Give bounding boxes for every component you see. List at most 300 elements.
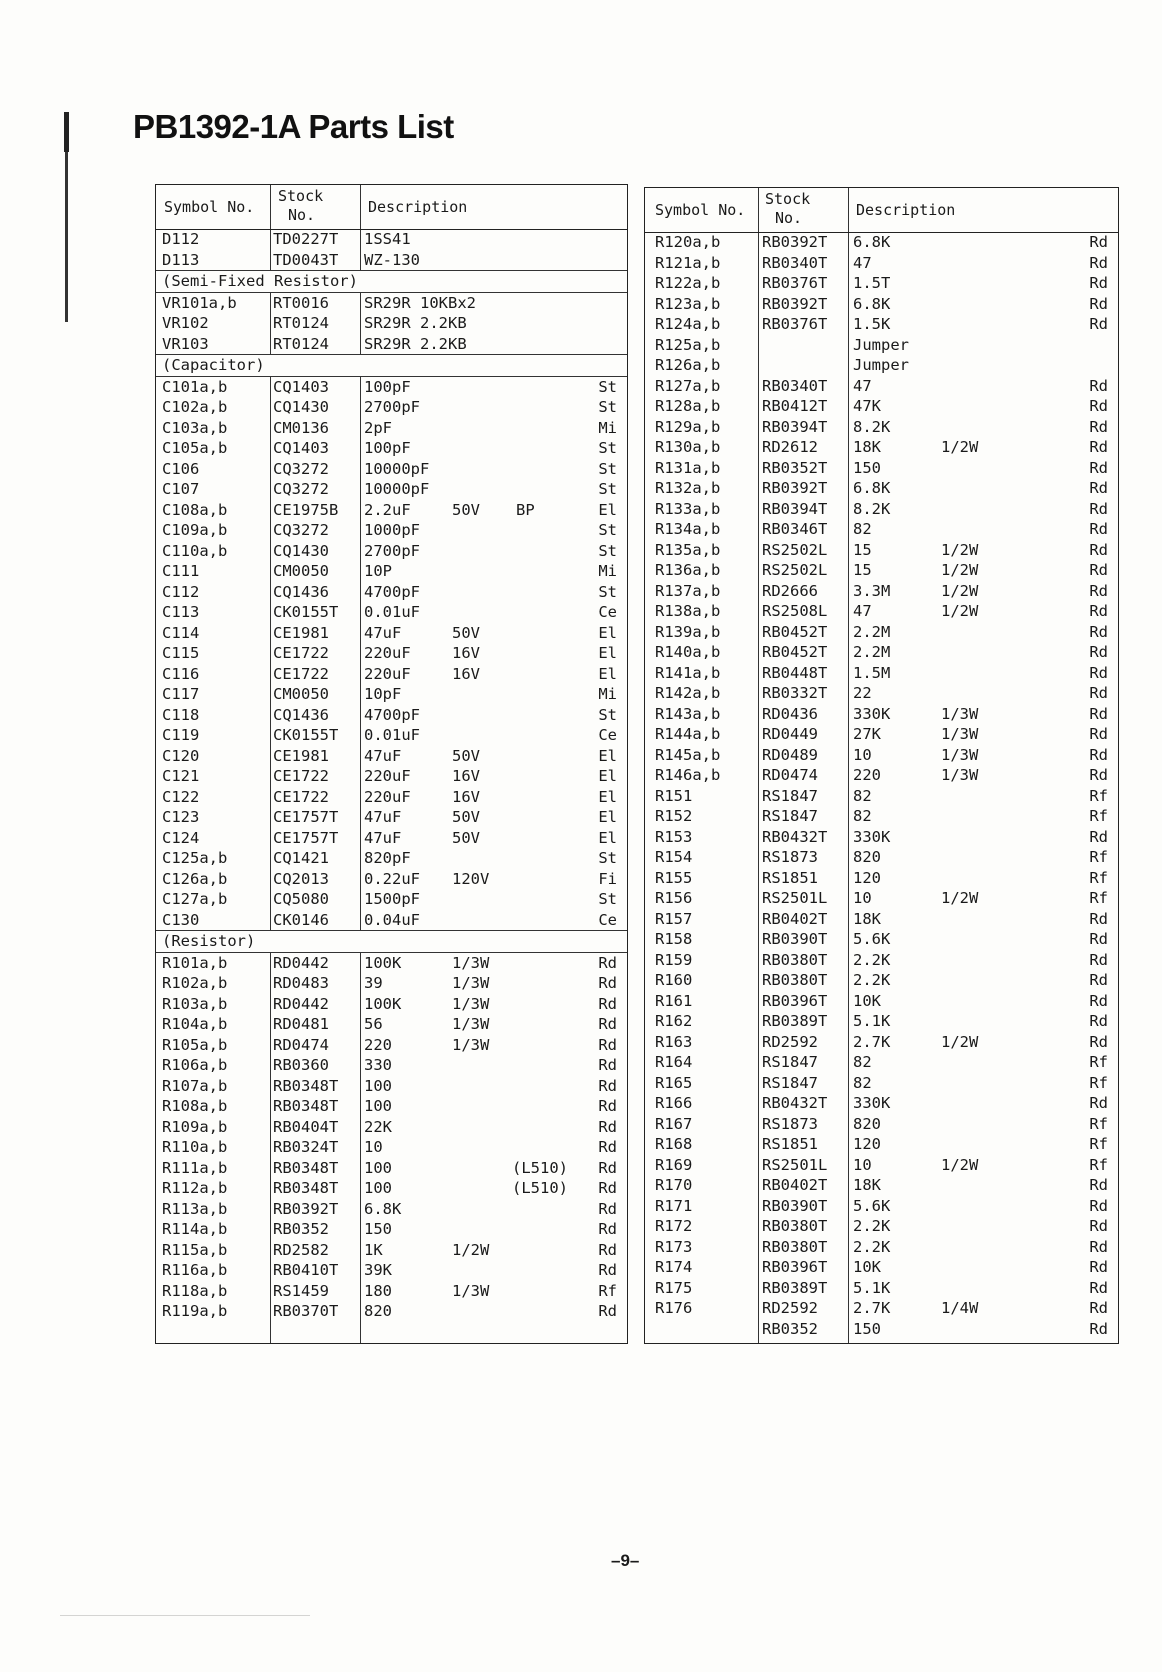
symbol-cell: R162 [655,1012,693,1030]
type-code-cell: Rd [1089,458,1108,477]
symbol-cell: C115 [162,644,200,662]
description-cell: 15 [853,561,872,579]
type-code-cell: Rd [1089,950,1108,969]
type-code-cell: Rd [1089,971,1108,989]
type-code-cell: St [598,480,617,498]
table-row [156,250,627,271]
description-cell: 2.2K [853,950,891,969]
table-row [156,1076,627,1097]
table-row [156,807,627,828]
rating-cell: 120V [452,869,490,888]
symbol-cell: R115a,b [162,1240,228,1259]
symbol-cell: R104a,b [162,1015,228,1033]
type-code-cell: Rd [1089,1258,1108,1276]
description-cell: 330K [853,1094,891,1112]
rating-cell: 16V [452,787,480,806]
symbol-cell: R135a,b [655,540,721,559]
table-row [645,1073,1118,1094]
symbol-cell: C108a,b [162,500,228,519]
type-code-cell: Rd [1089,602,1108,620]
type-code-cell: Rd [1089,253,1108,272]
symbol-cell: R176 [655,1299,693,1317]
symbol-cell: C124 [162,828,200,847]
description-cell: 39K [364,1261,392,1279]
description-cell: 180 [364,1281,392,1300]
type-code-cell: Rd [598,1076,617,1095]
stock-cell: RT0124 [273,314,329,332]
table-row [645,663,1118,684]
type-code-cell: Rd [598,994,617,1013]
table-row [645,294,1118,315]
table-header [645,188,1118,233]
description-cell: 120 [853,868,881,887]
type-code-cell: Rf [1089,807,1108,825]
description-cell: 0.01uF [364,603,420,621]
symbol-cell: C126a,b [162,869,228,888]
symbol-cell: R172 [655,1217,693,1235]
rating-cell: 1/3W [452,1015,490,1033]
symbol-cell: R139a,b [655,622,721,641]
stock-cell: RB0396T [762,1258,828,1276]
stock-cell: RB0392T [762,479,828,497]
stock-cell: RB0402T [762,1176,828,1194]
stock-cell: RB0352T [762,458,828,477]
description-cell: 2.2uF [364,500,411,519]
type-code-cell: St [598,705,617,724]
table-row [156,705,627,726]
table-row [156,994,627,1015]
table-row [156,1096,627,1117]
description-cell: 10pF [364,685,402,703]
symbol-cell: C127a,b [162,890,228,908]
note-cell: BP [516,500,535,519]
type-code-cell: St [598,377,617,396]
rating-cell: 1/3W [941,745,979,764]
description-cell: SR29R 2.2KB [364,314,467,332]
stock-cell: RB0392T [273,1199,339,1218]
stock-cell: RS1873 [762,1114,818,1133]
symbol-cell: R111a,b [162,1158,228,1177]
symbol-cell: R133a,b [655,499,721,518]
header-symbol: Symbol No. [655,201,746,219]
stock-cell: CQ1403 [273,439,329,457]
stock-cell: RD2612 [762,438,818,456]
stock-cell: RB0389T [762,1278,828,1297]
description-cell: 18K [853,1176,881,1194]
stock-cell: CK0146 [273,910,329,929]
type-code-cell: El [598,808,617,826]
type-code-cell: Rd [1089,622,1108,641]
symbol-cell: D113 [162,250,200,269]
stock-cell: RD2592 [762,1299,818,1317]
stock-cell: RD2582 [273,1240,329,1259]
table-row [156,1219,627,1240]
symbol-cell: C110a,b [162,541,228,560]
description-cell: 2.2M [853,643,891,661]
description-cell: 1000pF [364,521,420,539]
section-header [156,930,627,953]
stock-cell: CM0136 [273,418,329,437]
description-cell: 100K [364,994,402,1013]
stock-cell: RS2501L [762,1155,828,1174]
rating-cell: 1/2W [941,1155,979,1174]
table-row [156,643,627,664]
description-cell: 2.2K [853,971,891,989]
table-body-left [156,229,627,1322]
description-cell: 330K [853,827,891,846]
stock-cell: RB0396T [762,991,828,1010]
rating-cell: 1/2W [941,561,979,579]
stock-cell: CQ1436 [273,705,329,724]
type-code-cell: Rd [1089,1278,1108,1297]
symbol-cell: R168 [655,1135,693,1153]
description-cell: 82 [853,807,872,825]
stock-cell: RB0448T [762,663,828,682]
symbol-cell: R109a,b [162,1117,228,1136]
stock-cell: RS2508L [762,602,828,620]
stock-cell: RB0348T [273,1076,339,1095]
type-code-cell: Rd [598,1179,617,1197]
symbol-cell: R107a,b [162,1076,228,1095]
description-cell: 6.8K [364,1199,402,1218]
symbol-cell: R153 [655,827,693,846]
stock-cell: RD0481 [273,1015,329,1033]
type-code-cell: El [598,500,617,519]
stock-cell: RB0432T [762,827,828,846]
description-cell: 10K [853,991,881,1010]
description-cell: 4700pF [364,705,420,724]
table-row [156,1301,627,1322]
stock-cell: CQ1403 [273,377,329,396]
stock-cell: RD0474 [273,1035,329,1054]
rating-cell: 50V [452,828,480,847]
type-code-cell: Rd [598,1199,617,1218]
stock-cell: RS2501L [762,889,828,907]
description-cell: 47uF [364,746,402,765]
description-cell: 4700pF [364,582,420,601]
table-row [645,847,1118,868]
symbol-cell: R166 [655,1094,693,1112]
type-code-cell: El [598,828,617,847]
symbol-cell: R102a,b [162,974,228,992]
description-cell: 1.5T [853,274,891,292]
table-row [645,765,1118,786]
description-cell: 22K [364,1117,392,1136]
description-cell: 82 [853,786,872,805]
stock-cell: CE1757T [273,828,339,847]
description-cell: 18K [853,909,881,928]
rating-cell: 1/2W [941,1032,979,1051]
rating-cell: 1/3W [452,1035,490,1054]
rating-cell: 16V [452,664,480,683]
type-code-cell: Rd [1089,1094,1108,1112]
description-cell: 8.2K [853,499,891,518]
type-code-cell: Rd [1089,1032,1108,1051]
type-code-cell: Mi [598,562,617,580]
table-row [156,1014,627,1035]
type-code-cell: Rf [1089,1114,1108,1133]
table-row [645,806,1118,827]
note-cell: (L510) [512,1158,568,1177]
table-row [645,1319,1118,1340]
table-row [645,786,1118,807]
table-row [645,1278,1118,1299]
stock-cell: RB0376T [762,274,828,292]
symbol-cell: C116 [162,664,200,683]
table-row [156,623,627,644]
table-row [156,313,627,334]
stock-cell: RS1847 [762,1053,818,1071]
symbol-cell: R167 [655,1114,693,1133]
symbol-cell: VR103 [162,334,209,353]
symbol-cell: C122 [162,787,200,806]
stock-cell: RB0392T [762,294,828,313]
type-code-cell: Rd [1089,663,1108,682]
stock-cell: CE1722 [273,664,329,683]
table-row [645,519,1118,540]
stock-cell: RB0389T [762,1012,828,1030]
symbol-cell: VR102 [162,314,209,332]
symbol-cell: R123a,b [655,294,721,313]
table-row [156,418,627,439]
type-code-cell: Rd [1089,540,1108,559]
stock-cell: RB0324T [273,1138,339,1156]
symbol-cell: R141a,b [655,663,721,682]
header-description: Description [368,198,468,216]
stock-cell: RD0442 [273,994,329,1013]
table-row [645,827,1118,848]
type-code-cell: Rd [1089,991,1108,1010]
type-code-cell: Rd [1089,438,1108,456]
description-cell: 18K [853,438,881,456]
symbol-cell: R163 [655,1032,693,1051]
table-row [645,868,1118,889]
description-cell: 820 [853,848,881,866]
symbol-cell: R132a,b [655,479,721,497]
symbol-cell: R161 [655,991,693,1010]
stock-cell: RT0016 [273,293,329,312]
table-row [156,1137,627,1158]
symbol-cell: R121a,b [655,253,721,272]
symbol-cell: C112 [162,582,200,601]
symbol-cell: C119 [162,726,200,744]
type-code-cell: St [598,890,617,908]
type-code-cell: Rf [1089,1135,1108,1153]
rating-cell: 1/3W [941,766,979,784]
type-code-cell: Rd [1089,909,1108,928]
description-cell: 150 [853,1319,881,1338]
table-row [156,1117,627,1138]
description-cell: WZ-130 [364,250,420,269]
symbol-cell: R140a,b [655,643,721,661]
type-code-cell: Rd [1089,233,1108,251]
stock-cell: RB0370T [273,1302,339,1320]
symbol-cell: R105a,b [162,1035,228,1054]
type-code-cell: Rf [1089,1053,1108,1071]
stock-cell: RB0360 [273,1056,329,1074]
type-code-cell: Rf [1089,868,1108,887]
rating-cell: 1/2W [941,581,979,600]
type-code-cell: Rd [1089,274,1108,292]
description-cell: 100pF [364,377,411,396]
type-code-cell: Rf [1089,848,1108,866]
type-code-cell: Rd [1089,1217,1108,1235]
stock-cell: RS1847 [762,786,818,805]
table-row [645,417,1118,438]
type-code-cell: Ce [598,603,617,621]
stock-cell: RB0394T [762,417,828,436]
description-cell: 10000pF [364,480,430,498]
section-header [156,354,627,377]
table-row [645,950,1118,971]
page-title: PB1392-1A Parts List [133,108,454,145]
description-cell: 5.6K [853,1196,891,1215]
stock-cell: CQ2013 [273,869,329,888]
type-code-cell: Mi [598,418,617,437]
description-cell: 220 [853,766,881,784]
symbol-cell: C107 [162,480,200,498]
stock-cell: RD0436 [762,704,818,723]
symbol-cell: R112a,b [162,1179,228,1197]
table-row [645,1216,1118,1237]
type-code-cell: St [598,398,617,416]
type-code-cell: El [598,746,617,765]
symbol-cell: R129a,b [655,417,721,436]
symbol-cell: R174 [655,1258,693,1276]
description-cell: 820 [364,1302,392,1320]
table-row [156,953,627,974]
table-row [645,560,1118,581]
stock-cell: TD0043T [273,250,339,269]
stock-cell: CM0050 [273,685,329,703]
symbol-cell: R143a,b [655,704,721,723]
rating-cell: 1/2W [941,889,979,907]
type-code-cell: Rf [1089,786,1108,805]
binding-mark [64,112,69,152]
section-label: (Semi-Fixed Resistor) [162,272,358,290]
rating-cell: 50V [452,746,480,765]
stock-cell: RS1459 [273,1281,329,1300]
type-code-cell: El [598,623,617,642]
stock-cell: RS1851 [762,1135,818,1153]
stock-cell: RB0380T [762,971,828,989]
stock-cell: RB0380T [762,1237,828,1256]
symbol-cell: R165 [655,1073,693,1092]
table-row [156,1260,627,1281]
description-cell: 5.1K [853,1012,891,1030]
stock-cell: RB0346T [762,520,828,538]
section-label: (Resistor) [162,932,256,950]
table-row [156,1035,627,1056]
stock-cell: RB0412T [762,397,828,415]
symbol-cell: C102a,b [162,398,228,416]
description-cell: 27K [853,725,881,743]
symbol-cell: R171 [655,1196,693,1215]
symbol-cell: R159 [655,950,693,969]
symbol-cell: C130 [162,910,200,929]
stock-cell: RB0394T [762,499,828,518]
header-stock: Stock [765,190,811,208]
table-row [645,1155,1118,1176]
table-row [156,541,627,562]
table-row [645,1052,1118,1073]
description-cell: 100pF [364,439,411,457]
table-row [645,396,1118,417]
symbol-cell: R128a,b [655,397,721,415]
description-cell: 47uF [364,808,402,826]
table-row [645,622,1118,643]
description-cell: 10 [364,1138,383,1156]
description-cell: 100K [364,953,402,972]
table-row [645,1196,1118,1217]
symbol-cell: R125a,b [655,335,721,354]
stock-cell: RB0452T [762,643,828,661]
table-row [645,1011,1118,1032]
description-cell: 47 [853,602,872,620]
rating-cell: 50V [452,808,480,826]
description-cell: 82 [853,520,872,538]
symbol-cell: R113a,b [162,1199,228,1218]
type-code-cell: Ce [598,910,617,929]
symbol-cell: C103a,b [162,418,228,437]
description-cell: 1K [364,1240,383,1259]
description-cell: 2700pF [364,541,420,560]
type-code-cell: St [598,849,617,867]
symbol-cell: R154 [655,848,693,866]
description-cell: 2700pF [364,398,420,416]
symbol-cell: C101a,b [162,377,228,396]
stock-cell: CQ3272 [273,480,329,498]
type-code-cell: Rf [1089,889,1108,907]
description-cell: 100 [364,1097,392,1115]
description-cell: 47uF [364,623,402,642]
type-code-cell: St [598,439,617,457]
parts-table-left [155,184,628,1344]
stock-cell: RB0390T [762,930,828,948]
stock-cell: RD0449 [762,725,818,743]
description-cell: 2.7K [853,1032,891,1051]
type-code-cell: Rd [1089,315,1108,333]
stock-cell: RB0380T [762,1217,828,1235]
table-row [156,1199,627,1220]
type-code-cell: Rd [598,1056,617,1074]
type-code-cell: Rd [598,1302,617,1320]
type-code-cell: Rd [1089,520,1108,538]
table-row [156,377,627,398]
type-code-cell: Rd [598,1117,617,1136]
description-cell: 10 [853,745,872,764]
symbol-cell: C117 [162,685,200,703]
description-cell: 6.8K [853,479,891,497]
symbol-cell: R158 [655,930,693,948]
symbol-cell: R122a,b [655,274,721,292]
description-cell: 100 [364,1179,392,1197]
description-cell: 330 [364,1056,392,1074]
table-row [645,437,1118,458]
symbol-cell: R155 [655,868,693,887]
symbol-cell: C121 [162,767,200,785]
rating-cell: 50V [452,623,480,642]
stock-cell: CE1722 [273,644,329,662]
header-stock: Stock [278,187,324,205]
symbol-cell: VR101a,b [162,293,237,312]
type-code-cell: Rd [598,1240,617,1259]
type-code-cell: Rd [1089,1299,1108,1317]
symbol-cell: R175 [655,1278,693,1297]
description-cell: 10000pF [364,459,430,478]
type-code-cell: Rd [1089,1176,1108,1194]
table-row [645,540,1118,561]
